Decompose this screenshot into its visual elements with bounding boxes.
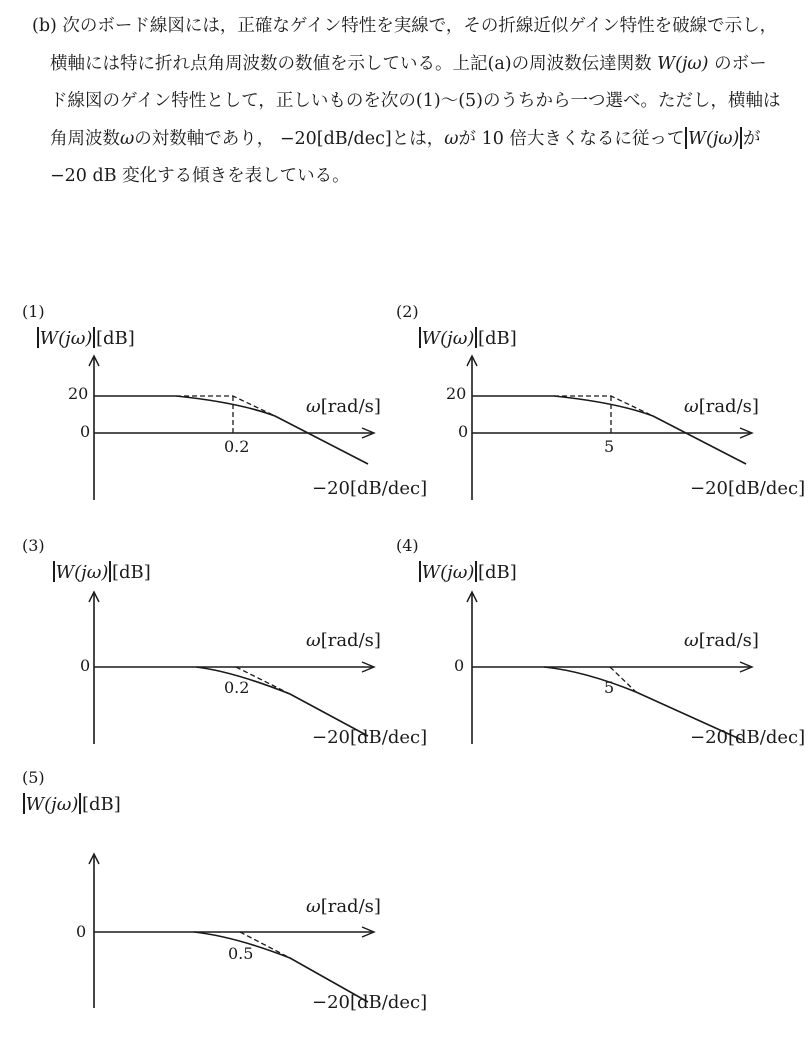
question-part-1: (b) 次のボード線図には，正確なゲイン特性を実線で，その折線近似ゲイン特性を破線で示し，横軸には特に折れ点角周波数の数値を示している。上記(a)の周波数伝達関数 [32, 16, 778, 74]
option-2-diagram [378, 300, 806, 530]
omega-symbol: ω [444, 128, 459, 149]
gain-curve-exact [194, 932, 368, 1002]
abs-bar-right [740, 127, 742, 149]
x-axis-label: ω[rad/s] [306, 896, 381, 917]
x-axis-label: ω[rad/s] [306, 630, 381, 651]
gain-curve-exact [544, 667, 742, 740]
option-4-diagram [378, 534, 806, 764]
x-axis-label: ω[rad/s] [684, 396, 759, 417]
option-number: (3) [22, 536, 45, 555]
y-axis-label: W(jω) [dB] [418, 327, 517, 349]
break-frequency-label: 5 [604, 678, 615, 697]
y-axis-label: W(jω) [dB] [36, 327, 135, 349]
y-tick-label-zero: 0 [80, 656, 91, 675]
gain-asymptote-dashed [176, 396, 275, 416]
gain-curve-exact [196, 667, 368, 736]
y-tick-label-dc-gain: 20 [68, 384, 89, 403]
question-part-5: が −20 dB 変化する傾きを表している。 [50, 128, 761, 186]
transfer-function-symbol: W(jω) [688, 128, 740, 149]
gain-asymptote-dashed [610, 667, 636, 692]
y-tick-label-zero: 0 [458, 422, 469, 441]
gain-curve-exact [176, 396, 368, 464]
break-frequency-label: 5 [604, 437, 615, 456]
question-part-4: が 10 倍大きくなるに従って [458, 128, 685, 149]
y-axis-label: W(jω) [dB] [418, 561, 517, 583]
x-axis-label: ω[rad/s] [306, 396, 381, 417]
slope-label: −20[dB/dec] [690, 727, 806, 748]
question-paragraph [32, 8, 782, 196]
gain-asymptote-dashed [240, 932, 290, 958]
bode-plot [0, 300, 400, 530]
y-tick-label-zero: 0 [80, 422, 91, 441]
y-tick-label-dc-gain: 20 [446, 384, 467, 403]
y-axis-label: W(jω) [dB] [22, 793, 121, 815]
break-frequency-label: 0.2 [224, 678, 250, 697]
slope-label: −20[dB/dec] [312, 992, 428, 1013]
x-axis-label: ω[rad/s] [684, 630, 759, 651]
question-text [32, 8, 782, 196]
break-frequency-label: 0.2 [224, 437, 250, 456]
slope-label: −20[dB/dec] [690, 478, 806, 499]
question-part-3: の対数軸であり， −20[dB/dec]とは， [134, 128, 445, 149]
abs-bar-left [685, 127, 687, 149]
option-3-diagram [0, 534, 428, 764]
y-axis-label: W(jω) [dB] [52, 561, 151, 583]
omega-symbol: ω [120, 128, 135, 149]
slope-label: −20[dB/dec] [312, 727, 428, 748]
break-frequency-label: 0.5 [228, 944, 254, 963]
question-part-2: のボード線図のゲイン特性として，正しいものを次の(1)〜(5)のうちから一つ選べ。ただし，横軸は角周波数 [50, 53, 781, 149]
bode-plot [378, 300, 778, 530]
y-tick-label-zero: 0 [76, 922, 87, 941]
y-tick-label-zero: 0 [454, 656, 465, 675]
bode-plot [0, 534, 400, 764]
gain-asymptote-dashed [236, 667, 290, 694]
option-number: (1) [22, 302, 45, 321]
transfer-function-symbol: W(jω) [657, 53, 709, 74]
option-number: (2) [396, 302, 419, 321]
bode-plot [0, 766, 400, 1026]
option-1-diagram [0, 300, 428, 530]
gain-curve-exact [554, 396, 746, 464]
slope-label: −20[dB/dec] [312, 478, 428, 499]
option-number: (4) [396, 536, 419, 555]
option-5-diagram [0, 766, 428, 1013]
gain-asymptote-dashed [554, 396, 653, 416]
bode-plot [378, 534, 778, 764]
option-number: (5) [22, 768, 45, 787]
